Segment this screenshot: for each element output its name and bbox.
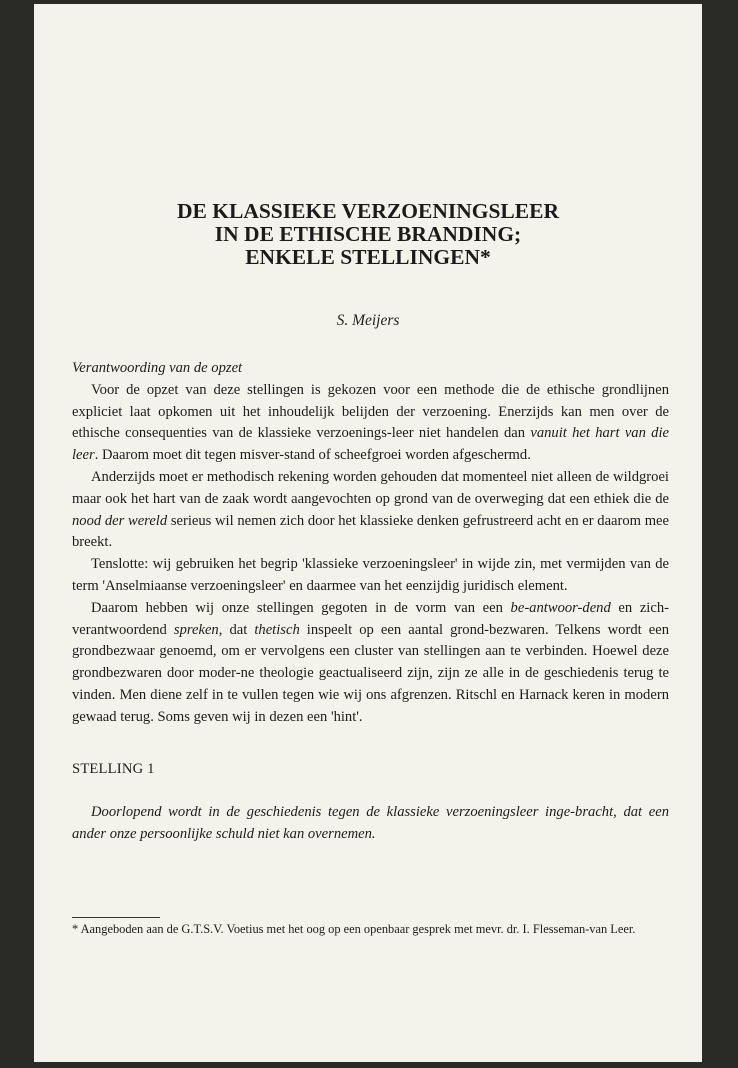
p2-text-a: Anderzijds moet er methodisch rekening worden gehouden dat momenteel niet alleen de wildgroei maar ook het hart van de zaak wordt aangevochten op grond van de overweging dat een ethiek die de [72, 468, 669, 507]
document-page [34, 4, 702, 1062]
paragraph-1 [72, 380, 669, 467]
p1-emphasis: vanuit het hart van die leer [72, 425, 669, 464]
p4-text-b: en zich-verantwoordend [72, 599, 669, 638]
p4-text-a: Daarom hebben wij onze stellingen gegoten in de vorm van een [91, 599, 511, 616]
p4-text-d: inspeelt op een aantal grond-bezwaren. Telkens wordt een grondbezwaar genoemd, om er vervolgens een cluster van stellingen aan te verbinden. Hoewel deze grondbezwaren door moder-ne theologie geactualiseerd zijn, zijn ze alle in de geschiedenis terug te vinden. Men diene zelf in te vullen tegen wie wij ons afgrenzen. Ritschl en Harnack keren in modern gewaad terug. Soms geven wij in dezen een 'hint'. [72, 621, 669, 725]
stelling-heading: STELLING 1 [72, 760, 155, 777]
stelling-text: Doorlopend wordt in de geschiedenis tegen de klassieke verzoeningsleer inge-bracht, dat een ander onze persoonlijke schuld niet kan overnemen. [72, 804, 669, 843]
p4-emphasis-3: thetisch [254, 621, 300, 638]
title-line-2: IN DE ETHISCHE BRANDING; [214, 222, 522, 246]
p4-text-c: , dat [218, 621, 255, 638]
p1-text-a: Voor de opzet van deze stellingen is gekozen voor een methode die de ethische grondlijnen expliciet laat opkomen uit het inhoudelijk belijden der verzoening. Enerzijds kan men over de ethische consequenties van de klassieke verzoenings-leer niet handelen dan [72, 381, 669, 442]
paragraph-2 [72, 467, 669, 554]
article-body [72, 358, 669, 861]
p1-text-b: . Daarom moet dit tegen misver-stand of scheefgroei worden afgeschermd. [94, 447, 531, 464]
title-line-1: DE KLASSIEKE VERZOENINGSLEER [177, 199, 559, 223]
p4-emphasis-1: be-antwoor-dend [510, 599, 611, 616]
author-name: S. Meijers [336, 312, 400, 329]
footnote-divider [72, 917, 160, 918]
p2-emphasis: nood der wereld [72, 512, 168, 529]
article-title [34, 200, 702, 269]
p4-emphasis-2: spreken [173, 621, 219, 638]
section-heading: Verantwoording van de opzet [72, 360, 243, 376]
title-line-3: ENKELE STELLINGEN* [245, 245, 491, 269]
footnote: * Aangeboden aan de G.T.S.V. Voetius met het oog op een openbaar gesprek met mevr. dr. I. Flesseman-van Leer. [72, 922, 636, 936]
paragraph-4 [72, 598, 669, 729]
p2-text-b: serieus wil nemen zich door het klassieke denken gefrustreerd acht en er daarom mee breekt. [72, 512, 670, 551]
paragraph-3: Tenslotte: wij gebruiken het begrip 'klassieke verzoeningsleer' in wijde zin, met vermijden van de term 'Anselmiaanse verzoeningsleer' en daarmee van het eenzijdig juridisch element. [72, 556, 669, 594]
